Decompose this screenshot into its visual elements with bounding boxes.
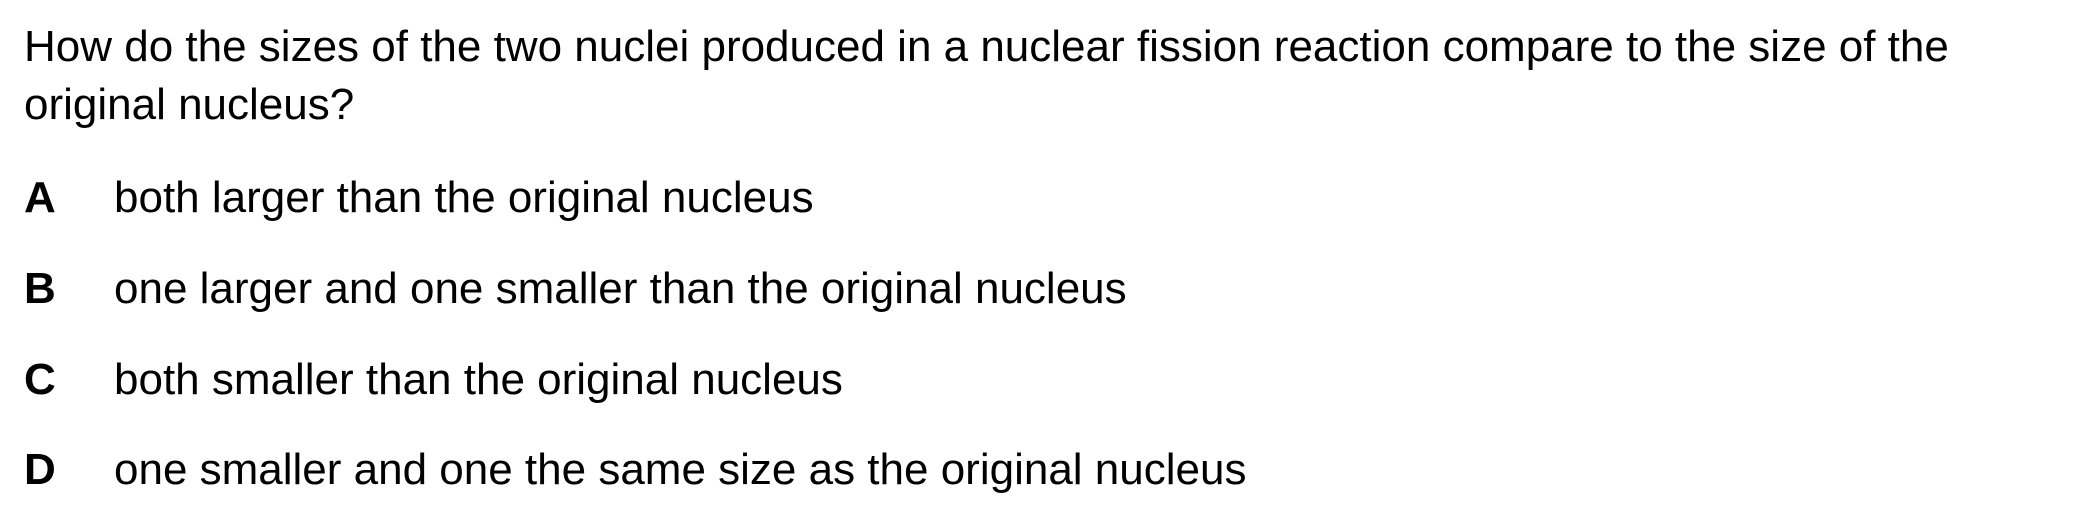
option-text: both larger than the original nucleus bbox=[114, 173, 814, 222]
option-text: both smaller than the original nucleus bbox=[114, 355, 843, 404]
option-text: one larger and one smaller than the original nucleus bbox=[114, 264, 1127, 313]
option-letter: A bbox=[24, 173, 56, 222]
option-letter: D bbox=[24, 445, 56, 494]
question-text: How do the sizes of the two nuclei produced in a nuclear fission reaction compare to the size of the original nucleus? bbox=[24, 22, 1949, 129]
option-d bbox=[24, 440, 1246, 500]
option-c bbox=[24, 350, 843, 410]
option-a bbox=[24, 168, 814, 228]
option-b bbox=[24, 259, 1127, 319]
option-text: one smaller and one the same size as the original nucleus bbox=[114, 445, 1247, 494]
option-letter: C bbox=[24, 355, 56, 404]
option-letter: B bbox=[24, 264, 56, 313]
